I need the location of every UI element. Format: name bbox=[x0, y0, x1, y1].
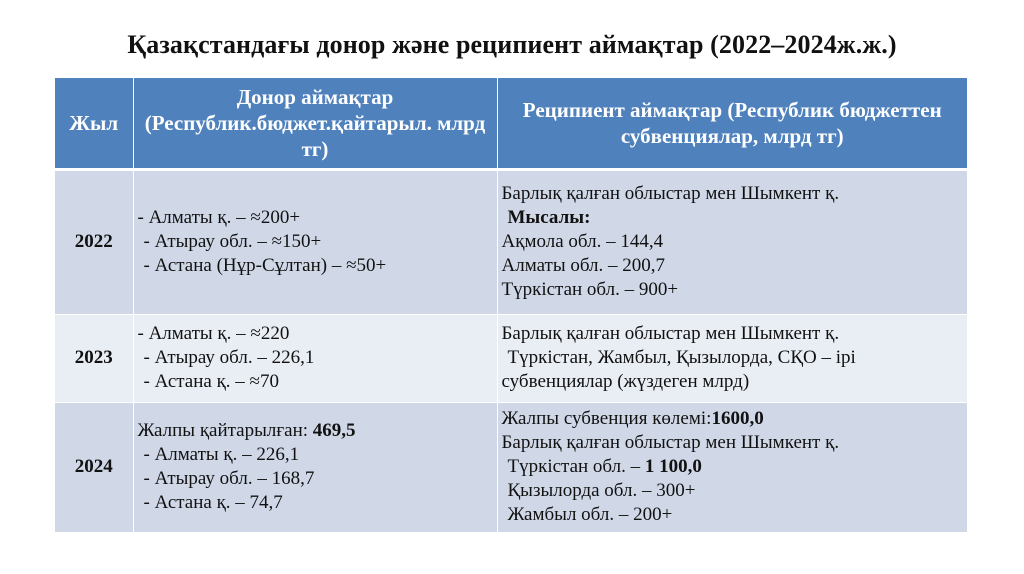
header-recipient: Реципиент аймақтар (Республик бюджеттен субвенциялар, млрд тг) bbox=[497, 78, 967, 169]
slide-title: Қазақстандағы донор және реципиент аймақтар (2022–2024ж.ж.) bbox=[127, 30, 897, 59]
recipient-line: субвенциялар (жүздеген млрд) bbox=[501, 371, 750, 392]
recipient-line: Түркістан обл. – 900+ bbox=[501, 279, 679, 300]
table-row bbox=[55, 402, 967, 532]
donor-line: - Атырау обл. – ≈150+ bbox=[143, 231, 322, 252]
donor-total-line bbox=[138, 419, 493, 443]
recipient-cell bbox=[497, 402, 967, 532]
recipient-total-label: Жалпы субвенция көлемі: bbox=[501, 408, 712, 429]
recipient-line: Барлық қалған облыстар мен Шымкент қ. bbox=[501, 323, 840, 344]
recipient-line: Барлық қалған облыстар мен Шымкент қ. bbox=[501, 183, 840, 204]
year-cell: 2022 bbox=[55, 169, 133, 314]
recipient-line: Түркістан, Жамбыл, Қызылорда, СҚО – ірі bbox=[507, 347, 856, 368]
header-donor: Донор аймақтар (Республик.бюджет.қайтарыл. млрд тг) bbox=[133, 78, 497, 169]
donor-line: - Алматы қ. – 226,1 bbox=[143, 444, 300, 465]
recipient-total-value: 1600,0 bbox=[711, 408, 764, 429]
donor-line: - Астана қ. – ≈70 bbox=[143, 371, 279, 392]
donor-cell bbox=[133, 314, 497, 402]
year-cell: 2023 bbox=[55, 314, 133, 402]
year-cell: 2024 bbox=[55, 402, 133, 532]
recipient-line-value: 1 100,0 bbox=[644, 456, 702, 477]
donor-line: - Астана қ. – 74,7 bbox=[143, 492, 283, 513]
recipient-line: Алматы обл. – 200,7 bbox=[501, 255, 666, 276]
header-year: Жыл bbox=[55, 78, 133, 169]
table-header-row bbox=[55, 78, 967, 169]
regions-table bbox=[55, 78, 967, 533]
donor-line: - Алматы қ. – ≈220 bbox=[137, 323, 290, 344]
recipient-line: Жамбыл обл. – 200+ bbox=[507, 504, 673, 525]
donor-line: - Атырау обл. – 168,7 bbox=[143, 468, 315, 489]
recipient-cell bbox=[497, 169, 967, 314]
donor-cell bbox=[133, 169, 497, 314]
recipient-line bbox=[502, 455, 964, 479]
recipient-total-line bbox=[502, 407, 964, 431]
donor-line: - Атырау обл. – 226,1 bbox=[143, 347, 315, 368]
donor-line: - Алматы қ. – ≈200+ bbox=[137, 207, 301, 228]
recipient-example-label: Мысалы: bbox=[507, 207, 591, 228]
recipient-line: Қызылорда обл. – 300+ bbox=[507, 480, 696, 501]
recipient-cell bbox=[497, 314, 967, 402]
donor-line: - Астана (Нұр-Сұлтан) – ≈50+ bbox=[143, 255, 387, 276]
table-row bbox=[55, 169, 967, 314]
donor-total-label: Жалпы қайтарылған: bbox=[137, 420, 313, 441]
recipient-line-label: Түркістан обл. – bbox=[507, 456, 645, 477]
table-row bbox=[55, 314, 967, 402]
donor-cell bbox=[133, 402, 497, 532]
recipient-line: Барлық қалған облыстар мен Шымкент қ. bbox=[501, 432, 840, 453]
recipient-line: Ақмола обл. – 144,4 bbox=[501, 231, 664, 252]
donor-total-value: 469,5 bbox=[312, 420, 356, 441]
